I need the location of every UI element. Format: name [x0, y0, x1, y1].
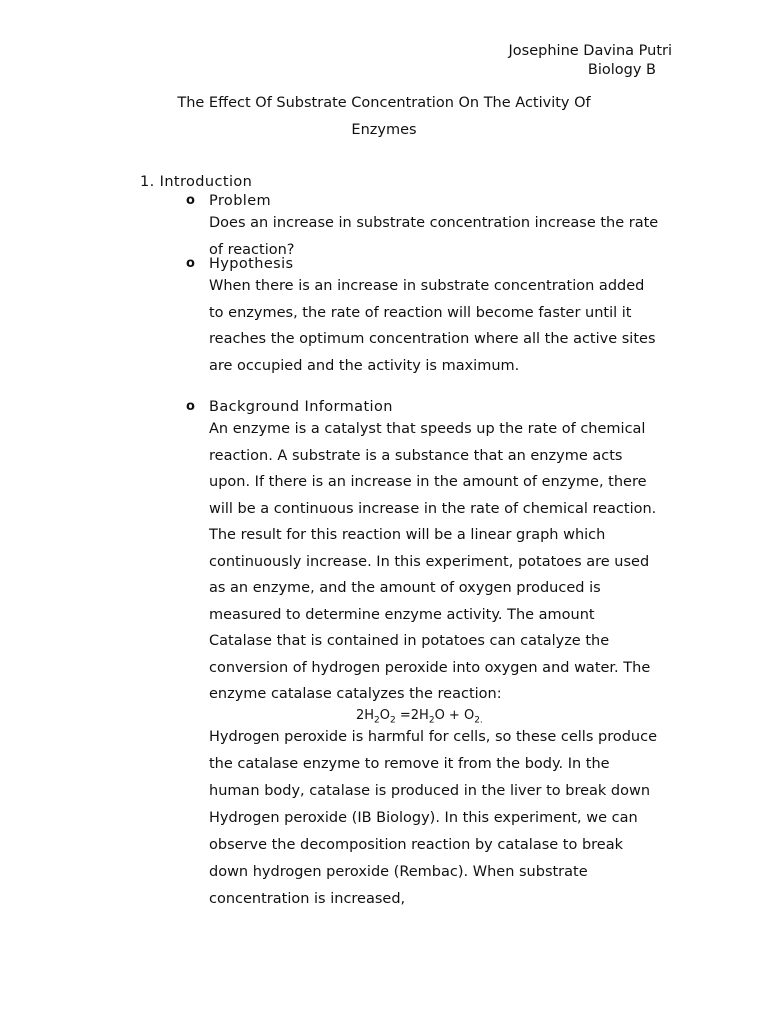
- background-paragraph-1: An enzyme is a catalyst that speeds up the rate of chemical reaction. A substrate is a substance that an enzyme acts upon. If there is an increase in the amount of enzyme, there will be a continuous increase in the rate of chemical reaction. The result for this reaction will be a linear graph which continuously increase. In this experiment, potatoes are used as an enzyme, and the amount of oxygen produced is measured to determine enzyme activity. The amount Catalase that is contained in potatoes can catalyze the conversion of hydrogen peroxide into oxygen and water. The enzyme catalase catalyzes the reaction:: [209, 421, 657, 702]
- equation-part: O + O: [434, 707, 475, 723]
- bullet-marker-icon: o: [186, 193, 195, 208]
- bullet-marker-icon: o: [186, 399, 195, 414]
- document-title: [100, 90, 668, 144]
- hypothesis-text: [209, 273, 659, 379]
- course-name: Biology B: [587, 62, 656, 78]
- background-text-1: [209, 416, 659, 708]
- hypothesis-paragraph: When there is an increase in substrate concentration added to enzymes, the rate of reaction will become faster until it reaches the optimum concentration where all the active sites are occupied and the activity is maximum.: [209, 278, 656, 374]
- author-name: Josephine Davina Putri: [508, 43, 672, 59]
- section-heading-introduction: 1. Introduction: [140, 174, 253, 190]
- equation-subscript: 2: [374, 715, 380, 726]
- background-text-2: [209, 724, 659, 913]
- equation-subscript: 2: [390, 715, 396, 726]
- background-block: [186, 398, 666, 913]
- background-heading: Background Information: [209, 399, 393, 415]
- problem-paragraph: Does an increase in substrate concentration increase the rate of reaction?: [209, 215, 659, 258]
- problem-block: [186, 192, 666, 263]
- equation-part: O: [379, 707, 391, 723]
- equation-part: 2H: [356, 707, 375, 723]
- equation-subscript: 2.: [474, 715, 483, 726]
- hypothesis-block: [186, 255, 666, 379]
- problem-heading: Problem: [209, 193, 272, 209]
- equation-part: =2H: [395, 707, 429, 723]
- bullet-marker-icon: o: [186, 256, 195, 271]
- equation-subscript: 2: [428, 715, 435, 726]
- title-line-2: Enzymes: [351, 122, 417, 138]
- hypothesis-heading: Hypothesis: [209, 256, 294, 272]
- author-block: [509, 42, 672, 80]
- background-paragraph-2: Hydrogen peroxide is harmful for cells, so these cells produce the catalase enzyme to remove it from the body. In the human body, catalase is produced in the liver to break down Hydrogen peroxide (IB Biology). In this experiment, we can observe the decomposition reaction by catalase to break down hydrogen peroxide (Rembac). When substrate concentration is increased,: [209, 728, 657, 907]
- title-line-1: The Effect Of Substrate Concentration On The Activity Of: [177, 95, 591, 111]
